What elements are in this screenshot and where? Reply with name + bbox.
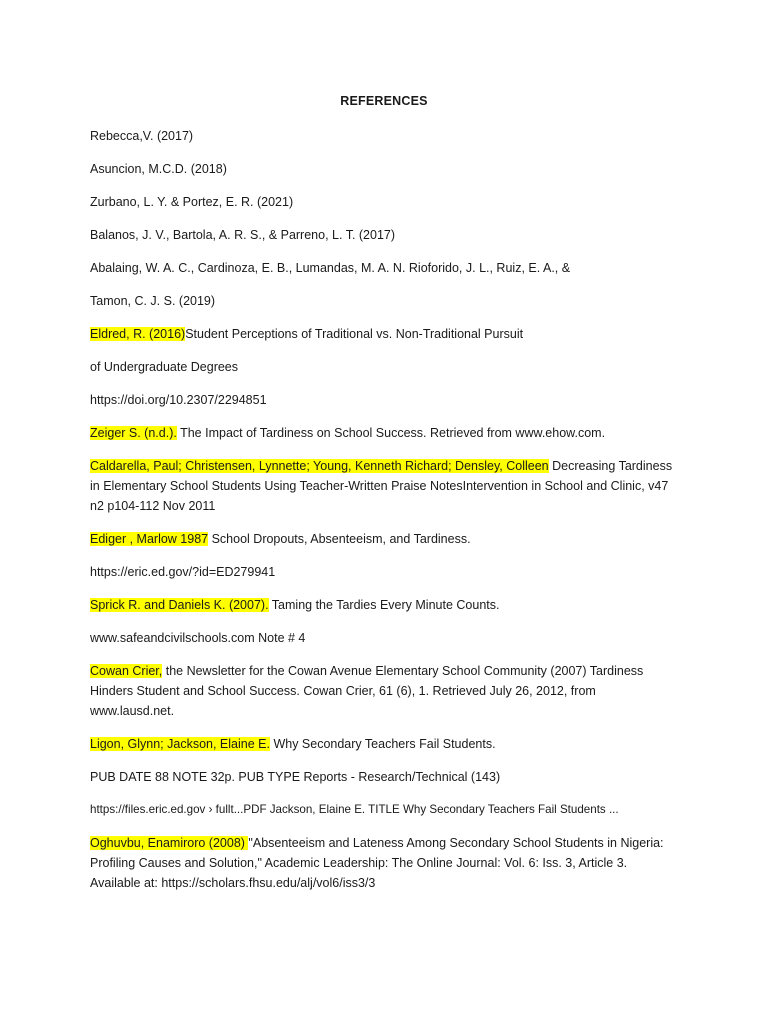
reference-link[interactable]: https://doi.org/10.2307/2294851 (90, 393, 267, 407)
reference-link[interactable]: https://eric.ed.gov/?id=ED279941 (90, 565, 276, 579)
reference-entry (90, 390, 690, 410)
reference-entry (90, 661, 680, 721)
reference-text: Rebecca,V. (2017) (90, 129, 194, 143)
reference-entry (90, 800, 690, 820)
reference-entry (90, 628, 690, 648)
reference-text: Abalaing, W. A. C., Cardinoza, E. B., Lumandas, M. A. N. Rioforido, J. L., Ruiz, E. A., & (90, 261, 571, 275)
reference-entry (90, 833, 675, 893)
reference-link[interactable]: https://files.eric.ed.gov › fullt...PDF Jackson, Elaine E. TITLE Why Secondary Teachers Fail Students ... (90, 803, 619, 816)
reference-text: Tamon, C. J. S. (2019) (90, 294, 216, 308)
reference-entry (90, 456, 682, 516)
highlighted-author: Sprick R. and Daniels K. (2007). (90, 598, 269, 612)
reference-entry (90, 734, 690, 754)
reference-text: the Newsletter for the Cowan Avenue Elementary School Community (2007) Tardiness Hinders Student and School Success. Cowan Crier, 61 (6), 1. Retrieved July 26, 2012, from www.lausd.net. (90, 664, 644, 718)
reference-text: Zurbano, L. Y. & Portez, E. R. (2021) (90, 195, 294, 209)
reference-entry (90, 357, 690, 377)
reference-entry (90, 225, 690, 245)
reference-text: Decreasing Tardiness in Elementary School Students Using Teacher-Written Praise NotesIntervention in School and Clinic, v47 n2 p104-112 Nov 2011 (90, 459, 673, 513)
reference-entry (90, 595, 690, 615)
page-title: REFERENCES (340, 94, 428, 108)
highlighted-author: Oghuvbu, Enamiroro (2008) (90, 836, 249, 850)
reference-entry (90, 324, 690, 344)
reference-text: Asuncion, M.C.D. (2018) (90, 162, 227, 176)
reference-entry (90, 159, 690, 179)
reference-text: "Absenteeism and Lateness Among Secondary School Students in Nigeria: Profiling Causes and Solution," Academic Leadership: The Online Journal: Vol. 6: Iss. 3, Article 3. Available at: https://scholars.fhsu.edu/alj/vol6/iss3/3 (90, 836, 664, 890)
reference-entry (90, 192, 690, 212)
highlighted-author: Ediger , Marlow 1987 (90, 532, 209, 546)
highlighted-author: Zeiger S. (n.d.). (90, 426, 177, 440)
highlighted-author: Cowan Crier, (90, 664, 163, 678)
highlighted-author: Ligon, Glynn; Jackson, Elaine E. (90, 737, 270, 751)
reference-entry (90, 562, 690, 582)
reference-entry (90, 423, 690, 443)
reference-text: School Dropouts, Absenteeism, and Tardiness. (208, 532, 471, 546)
reference-entry (90, 529, 690, 549)
reference-text: Taming the Tardies Every Minute Counts. (268, 598, 500, 612)
highlighted-author: Caldarella, Paul; Christensen, Lynnette; Young, Kenneth Richard; Densley, Colleen (90, 459, 549, 473)
reference-entry (90, 126, 690, 146)
reference-text: Student Perceptions of Traditional vs. Non-Traditional Pursuit (185, 327, 524, 341)
reference-text: of Undergraduate Degrees (90, 360, 239, 374)
reference-link[interactable]: www.safeandcivilschools.com Note # 4 (90, 631, 306, 645)
reference-entry (90, 767, 690, 787)
reference-entry (90, 258, 690, 278)
reference-entry (90, 291, 690, 311)
highlighted-author: Eldred, R. (2016) (90, 327, 186, 341)
reference-text: The Impact of Tardiness on School Success. Retrieved from www.ehow.com. (176, 426, 606, 440)
reference-text: PUB DATE 88 NOTE 32p. PUB TYPE Reports - Research/Technical (143) (90, 770, 501, 784)
reference-text: Balanos, J. V., Bartola, A. R. S., & Parreno, L. T. (2017) (90, 228, 396, 242)
reference-text: Why Secondary Teachers Fail Students. (269, 737, 496, 751)
